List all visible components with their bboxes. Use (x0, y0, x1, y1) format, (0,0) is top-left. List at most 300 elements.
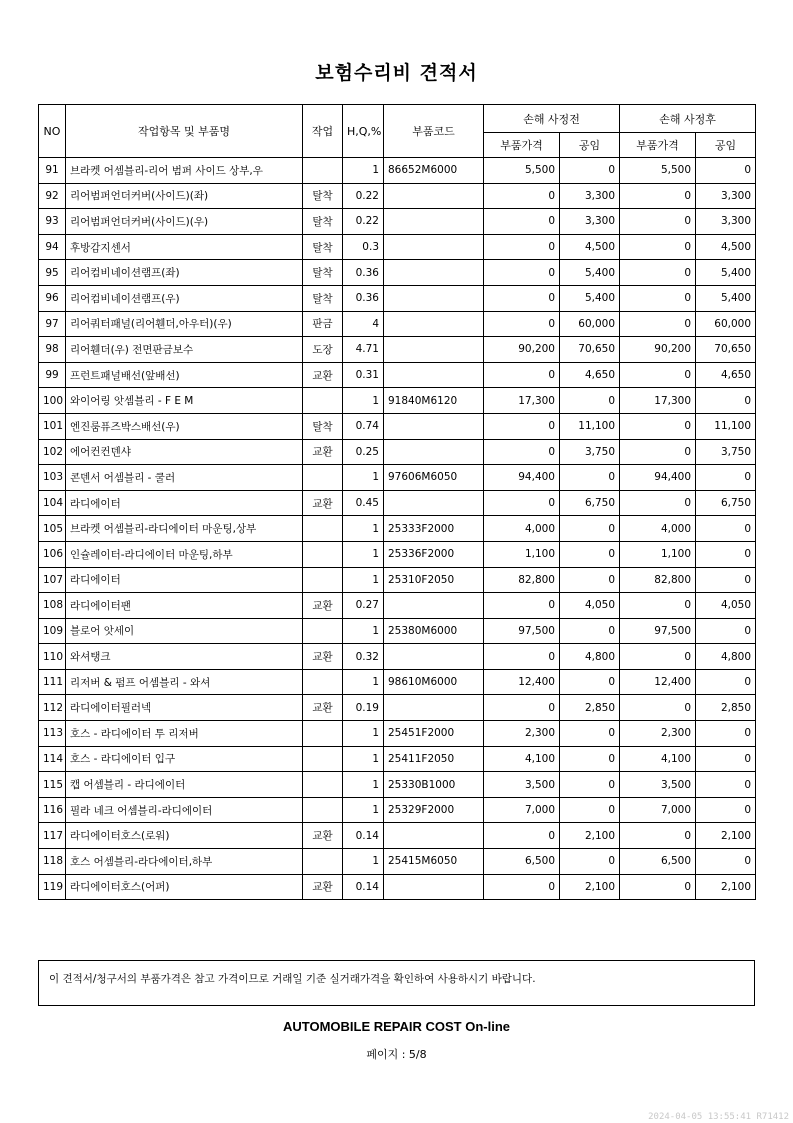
cell-hq: 1 (343, 721, 384, 747)
cell-work: 교환 (303, 593, 343, 619)
cell-before-labor: 0 (560, 746, 620, 772)
table-row (39, 797, 756, 823)
cell-item-name: 인슐레이터-라디에이터 마운팅,하부 (66, 541, 303, 567)
cell-before-part-price: 0 (484, 439, 560, 465)
cell-before-labor: 6,750 (560, 490, 620, 516)
cell-before-labor: 0 (560, 567, 620, 593)
cell-after-labor: 3,300 (696, 209, 756, 235)
estimate-table (38, 104, 756, 900)
cell-no: 94 (39, 234, 66, 260)
cell-hq: 1 (343, 669, 384, 695)
cell-after-labor: 0 (696, 746, 756, 772)
cell-before-labor: 0 (560, 388, 620, 414)
cell-after-part-price: 4,000 (620, 516, 696, 542)
cell-after-labor: 0 (696, 567, 756, 593)
cell-before-part-price: 82,800 (484, 567, 560, 593)
cell-before-labor: 0 (560, 721, 620, 747)
table-row (39, 669, 756, 695)
cell-item-name: 리어휀더(우) 전면판금보수 (66, 337, 303, 363)
print-timestamp: 2024-04-05 13:55:41 R71412 (648, 1112, 789, 1122)
cell-work: 탈착 (303, 285, 343, 311)
cell-before-labor: 60,000 (560, 311, 620, 337)
cell-before-labor: 0 (560, 772, 620, 798)
cell-part-code: 91840M6120 (384, 388, 484, 414)
cell-no: 97 (39, 311, 66, 337)
cell-part-code (384, 362, 484, 388)
cell-after-labor: 60,000 (696, 311, 756, 337)
cell-after-part-price: 12,400 (620, 669, 696, 695)
cell-after-labor: 0 (696, 388, 756, 414)
cell-hq: 0.3 (343, 234, 384, 260)
cell-work (303, 541, 343, 567)
cell-before-part-price: 0 (484, 311, 560, 337)
cell-before-part-price: 4,000 (484, 516, 560, 542)
table-row (39, 388, 756, 414)
cell-item-name: 라디에이터필러넥 (66, 695, 303, 721)
cell-item-name: 리어컴비네이션램프(좌) (66, 260, 303, 286)
cell-work: 교환 (303, 490, 343, 516)
cell-before-part-price: 0 (484, 183, 560, 209)
cell-hq: 1 (343, 849, 384, 875)
cell-before-part-price: 0 (484, 285, 560, 311)
cell-work (303, 797, 343, 823)
cell-before-part-price: 0 (484, 490, 560, 516)
cell-before-labor: 4,050 (560, 593, 620, 619)
cell-work: 탈착 (303, 209, 343, 235)
cell-part-code: 25336F2000 (384, 541, 484, 567)
table-row (39, 311, 756, 337)
cell-item-name: 호스 - 라디에이터 입구 (66, 746, 303, 772)
cell-work: 교환 (303, 644, 343, 670)
table-row (39, 695, 756, 721)
cell-work: 탈착 (303, 413, 343, 439)
cell-hq: 1 (343, 567, 384, 593)
cell-work: 탈착 (303, 260, 343, 286)
cell-hq: 0.27 (343, 593, 384, 619)
cell-no: 107 (39, 567, 66, 593)
table-row (39, 465, 756, 491)
cell-before-part-price: 0 (484, 695, 560, 721)
cell-hq: 1 (343, 746, 384, 772)
header-after-part-price: 부품가격 (620, 133, 696, 158)
cell-after-part-price: 0 (620, 209, 696, 235)
header-before-part-price: 부품가격 (484, 133, 560, 158)
cell-after-part-price: 0 (620, 234, 696, 260)
cell-after-labor: 4,650 (696, 362, 756, 388)
cell-before-labor: 0 (560, 849, 620, 875)
table-row (39, 362, 756, 388)
cell-after-labor: 2,100 (696, 823, 756, 849)
cell-item-name: 리저버 & 펌프 어셈블리 - 와셔 (66, 669, 303, 695)
cell-after-part-price: 0 (620, 695, 696, 721)
cell-part-code: 25333F2000 (384, 516, 484, 542)
cell-part-code (384, 823, 484, 849)
cell-item-name: 콘덴서 어셈블리 - 쿨러 (66, 465, 303, 491)
cell-work: 교환 (303, 823, 343, 849)
cell-before-part-price: 1,100 (484, 541, 560, 567)
cell-before-labor: 4,800 (560, 644, 620, 670)
cell-part-code (384, 695, 484, 721)
cell-work (303, 721, 343, 747)
cell-after-part-price: 0 (620, 823, 696, 849)
table-row (39, 772, 756, 798)
cell-hq: 0.32 (343, 644, 384, 670)
cell-hq: 1 (343, 772, 384, 798)
cell-part-code (384, 260, 484, 286)
cell-no: 102 (39, 439, 66, 465)
cell-hq: 1 (343, 541, 384, 567)
cell-item-name: 필라 네크 어셈블리-라디에이터 (66, 797, 303, 823)
cell-before-part-price: 7,000 (484, 797, 560, 823)
cell-hq: 0.36 (343, 285, 384, 311)
cell-no: 114 (39, 746, 66, 772)
table-row (39, 593, 756, 619)
cell-work (303, 669, 343, 695)
cell-hq: 0.25 (343, 439, 384, 465)
cell-part-code: 25310F2050 (384, 567, 484, 593)
cell-before-labor: 0 (560, 516, 620, 542)
cell-no: 111 (39, 669, 66, 695)
cell-after-part-price: 2,300 (620, 721, 696, 747)
cell-after-labor: 11,100 (696, 413, 756, 439)
cell-hq: 1 (343, 465, 384, 491)
table-row (39, 439, 756, 465)
cell-part-code: 25411F2050 (384, 746, 484, 772)
cell-item-name: 리어범퍼언더커버(사이드)(우) (66, 209, 303, 235)
cell-after-part-price: 3,500 (620, 772, 696, 798)
cell-after-labor: 4,800 (696, 644, 756, 670)
cell-item-name: 호스 - 라디에이터 투 리저버 (66, 721, 303, 747)
cell-before-part-price: 0 (484, 823, 560, 849)
table-row (39, 721, 756, 747)
table-row (39, 285, 756, 311)
table-row (39, 158, 756, 184)
table-row (39, 183, 756, 209)
header-item: 작업항목 및 부품명 (66, 105, 303, 158)
cell-after-labor: 3,750 (696, 439, 756, 465)
cell-work (303, 618, 343, 644)
cell-before-labor: 11,100 (560, 413, 620, 439)
cell-before-part-price: 0 (484, 874, 560, 900)
cell-before-part-price: 94,400 (484, 465, 560, 491)
cell-after-labor: 0 (696, 849, 756, 875)
cell-work (303, 772, 343, 798)
cell-item-name: 라디에이터팬 (66, 593, 303, 619)
table-row (39, 618, 756, 644)
cell-no: 100 (39, 388, 66, 414)
cell-before-part-price: 6,500 (484, 849, 560, 875)
header-hq: H,Q,% (343, 105, 384, 158)
cell-before-labor: 3,300 (560, 183, 620, 209)
cell-item-name: 프런트패널배선(앞배선) (66, 362, 303, 388)
cell-after-labor: 5,400 (696, 260, 756, 286)
cell-hq: 4.71 (343, 337, 384, 363)
cell-after-part-price: 0 (620, 311, 696, 337)
cell-after-labor: 0 (696, 772, 756, 798)
cell-before-part-price: 0 (484, 362, 560, 388)
cell-before-labor: 2,100 (560, 823, 620, 849)
cell-after-labor: 70,650 (696, 337, 756, 363)
cell-item-name: 호스 어셈블리-라다에이터,하부 (66, 849, 303, 875)
document-title: 보험수리비 견적서 (315, 62, 478, 84)
cell-part-code (384, 439, 484, 465)
estimate-rows (39, 158, 756, 900)
cell-before-labor: 0 (560, 797, 620, 823)
header-part-code: 부품코드 (384, 105, 484, 158)
cell-after-part-price: 0 (620, 644, 696, 670)
table-row (39, 234, 756, 260)
cell-item-name: 리어컴비네이션램프(우) (66, 285, 303, 311)
price-notice: 이 견적서/청구서의 부품가격은 참고 가격이므로 거래일 기준 실거래가격을 확인하여 사용하시기 바랍니다. (38, 960, 755, 1006)
cell-no: 98 (39, 337, 66, 363)
cell-before-part-price: 0 (484, 593, 560, 619)
cell-before-labor: 2,850 (560, 695, 620, 721)
cell-after-part-price: 0 (620, 362, 696, 388)
header-before-labor: 공임 (560, 133, 620, 158)
cell-after-part-price: 97,500 (620, 618, 696, 644)
cell-hq: 1 (343, 158, 384, 184)
cell-hq: 0.19 (343, 695, 384, 721)
header-no: NO (39, 105, 66, 158)
table-row (39, 567, 756, 593)
cell-before-part-price: 2,300 (484, 721, 560, 747)
cell-after-part-price: 0 (620, 183, 696, 209)
cell-work: 교환 (303, 874, 343, 900)
cell-no: 95 (39, 260, 66, 286)
cell-work (303, 746, 343, 772)
cell-before-labor: 0 (560, 465, 620, 491)
cell-after-part-price: 0 (620, 285, 696, 311)
cell-after-part-price: 7,000 (620, 797, 696, 823)
cell-part-code (384, 490, 484, 516)
header-work: 작업 (303, 105, 343, 158)
cell-after-part-price: 90,200 (620, 337, 696, 363)
cell-item-name: 와셔탱크 (66, 644, 303, 670)
cell-after-labor: 0 (696, 516, 756, 542)
cell-hq: 1 (343, 388, 384, 414)
cell-work (303, 388, 343, 414)
cell-hq: 1 (343, 618, 384, 644)
cell-before-labor: 0 (560, 541, 620, 567)
cell-before-part-price: 0 (484, 644, 560, 670)
cell-before-part-price: 12,400 (484, 669, 560, 695)
cell-before-labor: 0 (560, 669, 620, 695)
cell-part-code: 25415M6050 (384, 849, 484, 875)
cell-after-part-price: 0 (620, 593, 696, 619)
cell-no: 112 (39, 695, 66, 721)
cell-after-labor: 0 (696, 721, 756, 747)
cell-part-code (384, 209, 484, 235)
cell-part-code (384, 285, 484, 311)
table-row (39, 541, 756, 567)
footer-brand: AUTOMOBILE REPAIR COST On-line (282, 1019, 511, 1034)
cell-part-code (384, 413, 484, 439)
cell-hq: 4 (343, 311, 384, 337)
cell-no: 103 (39, 465, 66, 491)
cell-item-name: 브라켓 어셈블리-리어 범퍼 사이드 상부,우 (66, 158, 303, 184)
cell-no: 92 (39, 183, 66, 209)
cell-before-labor: 4,500 (560, 234, 620, 260)
cell-no: 118 (39, 849, 66, 875)
cell-after-part-price: 94,400 (620, 465, 696, 491)
cell-before-labor: 5,400 (560, 285, 620, 311)
cell-item-name: 캡 어셈블리 - 라디에이터 (66, 772, 303, 798)
cell-after-part-price: 0 (620, 439, 696, 465)
cell-part-code (384, 593, 484, 619)
cell-after-labor: 0 (696, 158, 756, 184)
table-row (39, 644, 756, 670)
cell-work (303, 567, 343, 593)
cell-after-labor: 4,500 (696, 234, 756, 260)
cell-work: 교환 (303, 695, 343, 721)
cell-after-labor: 4,050 (696, 593, 756, 619)
cell-no: 105 (39, 516, 66, 542)
cell-after-part-price: 6,500 (620, 849, 696, 875)
cell-hq: 0.36 (343, 260, 384, 286)
cell-after-labor: 0 (696, 465, 756, 491)
header-before-assessment: 손해 사정전 (484, 105, 620, 133)
page-number: 페이지 : 5/8 (366, 1048, 427, 1061)
cell-item-name: 후방감지센서 (66, 234, 303, 260)
cell-hq: 0.14 (343, 823, 384, 849)
cell-part-code: 98610M6000 (384, 669, 484, 695)
cell-hq: 0.14 (343, 874, 384, 900)
cell-no: 108 (39, 593, 66, 619)
cell-before-part-price: 5,500 (484, 158, 560, 184)
cell-item-name: 블로어 앗세이 (66, 618, 303, 644)
cell-no: 104 (39, 490, 66, 516)
cell-no: 117 (39, 823, 66, 849)
cell-before-part-price: 4,100 (484, 746, 560, 772)
table-row (39, 209, 756, 235)
table-row (39, 260, 756, 286)
cell-before-part-price: 3,500 (484, 772, 560, 798)
cell-after-labor: 0 (696, 797, 756, 823)
cell-hq: 0.31 (343, 362, 384, 388)
cell-item-name: 라디에이터 (66, 567, 303, 593)
cell-no: 96 (39, 285, 66, 311)
cell-no: 91 (39, 158, 66, 184)
cell-no: 106 (39, 541, 66, 567)
cell-item-name: 엔진룸퓨즈박스배선(우) (66, 413, 303, 439)
table-row (39, 874, 756, 900)
cell-part-code: 25329F2000 (384, 797, 484, 823)
cell-before-labor: 0 (560, 618, 620, 644)
cell-before-part-price: 17,300 (484, 388, 560, 414)
cell-after-labor: 6,750 (696, 490, 756, 516)
cell-work (303, 465, 343, 491)
cell-before-labor: 3,750 (560, 439, 620, 465)
header-after-assessment: 손해 사정후 (620, 105, 756, 133)
cell-part-code (384, 311, 484, 337)
cell-after-part-price: 5,500 (620, 158, 696, 184)
cell-before-part-price: 97,500 (484, 618, 560, 644)
cell-work: 탈착 (303, 234, 343, 260)
table-row (39, 490, 756, 516)
table-row (39, 823, 756, 849)
cell-hq: 0.74 (343, 413, 384, 439)
cell-work: 탈착 (303, 183, 343, 209)
cell-no: 115 (39, 772, 66, 798)
cell-no: 110 (39, 644, 66, 670)
cell-part-code: 25451F2000 (384, 721, 484, 747)
cell-work (303, 516, 343, 542)
cell-work: 교환 (303, 362, 343, 388)
cell-item-name: 브라켓 어셈블리-라디에이터 마운팅,상부 (66, 516, 303, 542)
cell-after-labor: 3,300 (696, 183, 756, 209)
cell-after-part-price: 82,800 (620, 567, 696, 593)
cell-hq: 1 (343, 516, 384, 542)
cell-item-name: 와이어링 앗셈블리 - F E M (66, 388, 303, 414)
cell-after-part-price: 1,100 (620, 541, 696, 567)
cell-after-part-price: 17,300 (620, 388, 696, 414)
cell-after-labor: 2,850 (696, 695, 756, 721)
cell-before-labor: 2,100 (560, 874, 620, 900)
cell-work: 판금 (303, 311, 343, 337)
table-row (39, 746, 756, 772)
cell-before-part-price: 0 (484, 209, 560, 235)
cell-before-labor: 4,650 (560, 362, 620, 388)
cell-part-code (384, 337, 484, 363)
cell-hq: 0.45 (343, 490, 384, 516)
cell-before-labor: 70,650 (560, 337, 620, 363)
cell-after-labor: 5,400 (696, 285, 756, 311)
cell-no: 113 (39, 721, 66, 747)
cell-work: 교환 (303, 439, 343, 465)
cell-item-name: 라디에이터 (66, 490, 303, 516)
cell-after-labor: 0 (696, 541, 756, 567)
cell-work: 도장 (303, 337, 343, 363)
cell-after-part-price: 0 (620, 874, 696, 900)
cell-after-labor: 0 (696, 618, 756, 644)
cell-part-code: 86652M6000 (384, 158, 484, 184)
cell-no: 116 (39, 797, 66, 823)
cell-after-part-price: 0 (620, 490, 696, 516)
cell-no: 119 (39, 874, 66, 900)
header-after-labor: 공임 (696, 133, 756, 158)
cell-item-name: 라디에이터호스(로워) (66, 823, 303, 849)
cell-after-part-price: 0 (620, 260, 696, 286)
cell-hq: 0.22 (343, 209, 384, 235)
cell-after-part-price: 4,100 (620, 746, 696, 772)
cell-hq: 1 (343, 797, 384, 823)
cell-before-part-price: 0 (484, 413, 560, 439)
cell-before-part-price: 90,200 (484, 337, 560, 363)
cell-after-part-price: 0 (620, 413, 696, 439)
cell-after-labor: 2,100 (696, 874, 756, 900)
cell-no: 109 (39, 618, 66, 644)
table-row (39, 413, 756, 439)
cell-hq: 0.22 (343, 183, 384, 209)
cell-item-name: 에어컨컨덴샤 (66, 439, 303, 465)
cell-before-part-price: 0 (484, 260, 560, 286)
cell-after-labor: 0 (696, 669, 756, 695)
cell-before-labor: 5,400 (560, 260, 620, 286)
cell-part-code: 25330B1000 (384, 772, 484, 798)
table-row (39, 337, 756, 363)
cell-before-labor: 0 (560, 158, 620, 184)
cell-item-name: 리어쿼터패널(리어휀더,아우터)(우) (66, 311, 303, 337)
cell-part-code (384, 183, 484, 209)
cell-part-code (384, 874, 484, 900)
table-row (39, 516, 756, 542)
cell-item-name: 리어범퍼언더커버(사이드)(좌) (66, 183, 303, 209)
cell-before-labor: 3,300 (560, 209, 620, 235)
cell-part-code (384, 644, 484, 670)
cell-no: 93 (39, 209, 66, 235)
cell-work (303, 158, 343, 184)
cell-part-code (384, 234, 484, 260)
